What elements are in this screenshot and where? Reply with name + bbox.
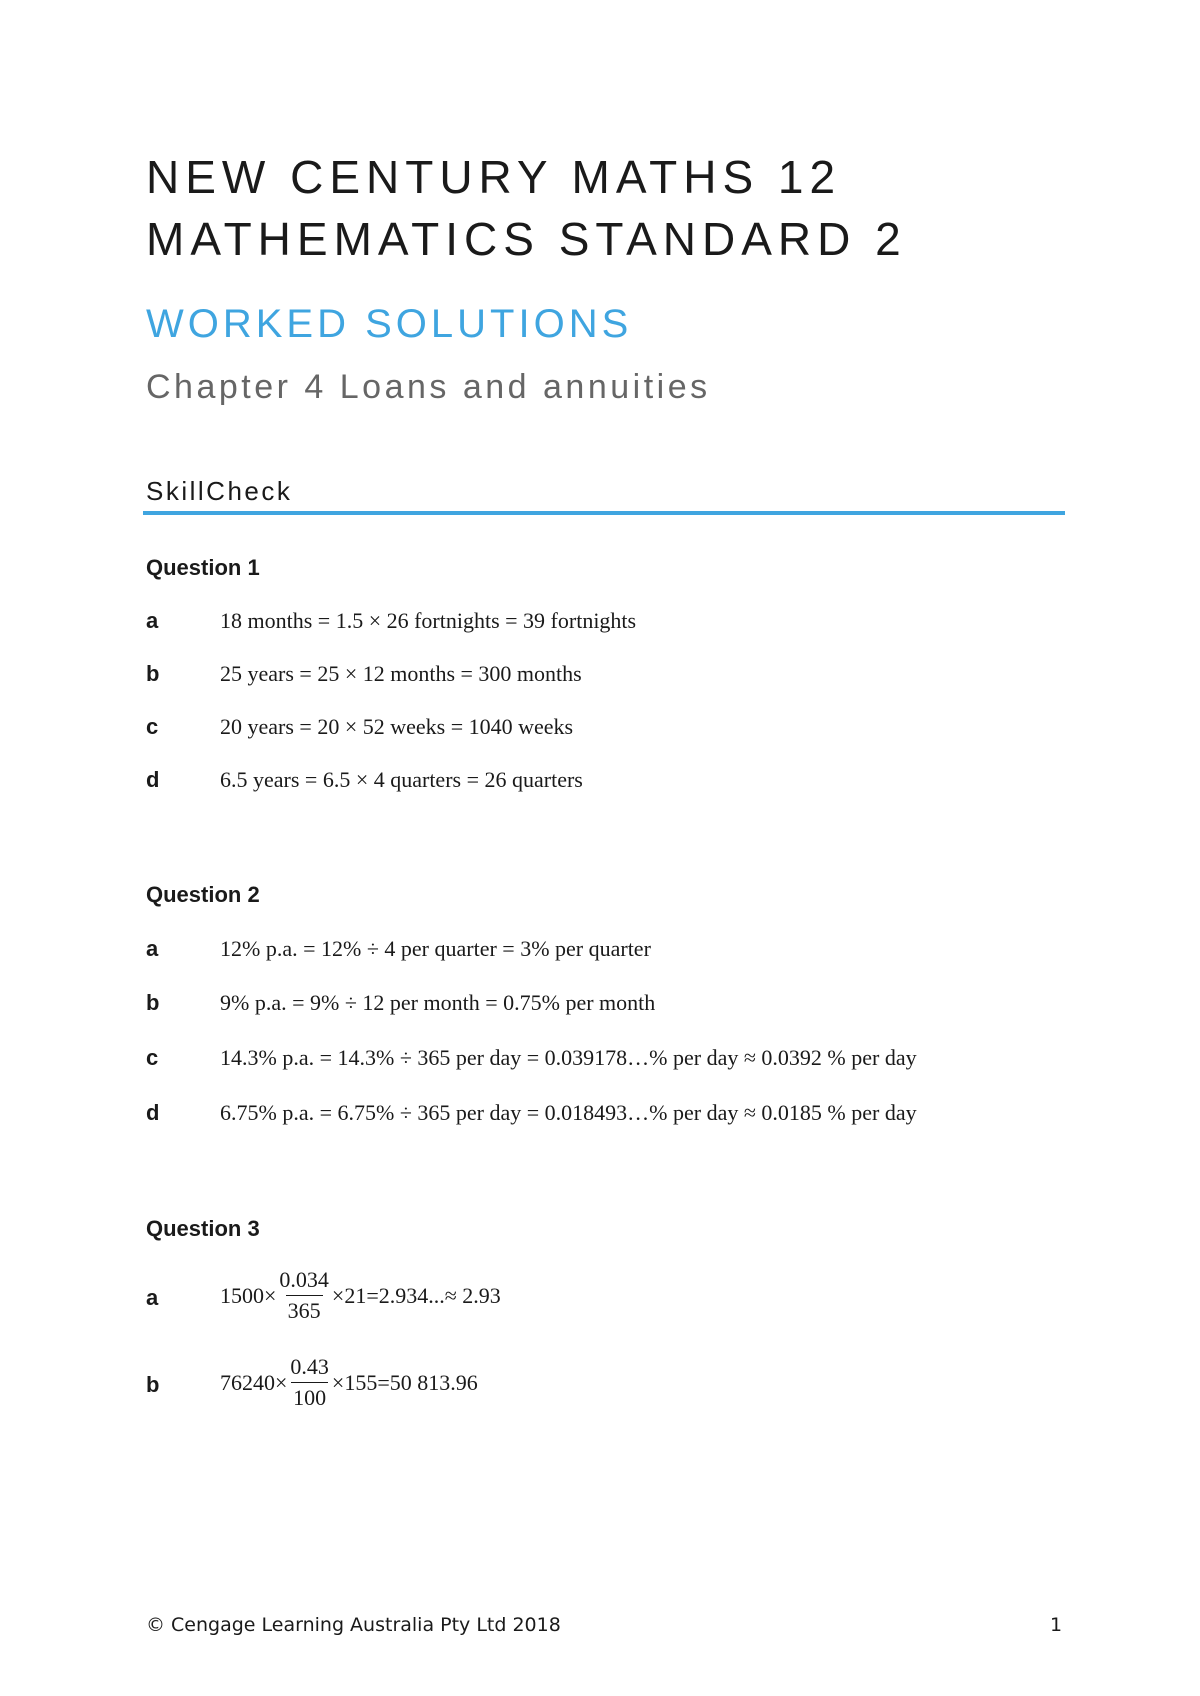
expression-before: 1500× <box>220 1282 277 1308</box>
page-number: 1 <box>1050 1614 1063 1636</box>
copyright-footer: © Cengage Learning Australia Pty Ltd 2018 <box>146 1614 561 1636</box>
expression-after: ×155=50 813.96 <box>331 1369 478 1395</box>
expression-after: ×21=2.934...≈ 2.93 <box>331 1282 501 1308</box>
question-3-heading: Question 3 <box>146 1216 260 1241</box>
part-solution: 9% p.a. = 9% ÷ 12 per month = 0.75% per month <box>220 990 656 1015</box>
part-label: a <box>146 608 159 633</box>
question-1-heading: Question 1 <box>146 555 260 580</box>
fraction-denominator: 365 <box>286 1295 323 1324</box>
fraction-numerator: 0.43 <box>290 1354 329 1379</box>
title-line-2: MATHEMATICS STANDARD 2 <box>146 213 907 265</box>
part-label: d <box>146 1100 160 1125</box>
question-2-heading: Question 2 <box>146 882 260 907</box>
part-label: c <box>146 1045 159 1070</box>
part-label: b <box>146 990 160 1015</box>
fraction <box>277 1267 331 1324</box>
part-label: a <box>146 936 159 961</box>
section-heading: SkillCheck <box>146 476 293 506</box>
part-solution: 14.3% p.a. = 14.3% ÷ 365 per day = 0.039178…% per day ≈ 0.0392 % per day <box>220 1045 917 1070</box>
fraction-denominator: 100 <box>291 1382 328 1411</box>
part-solution: 12% p.a. = 12% ÷ 4 per quarter = 3% per quarter <box>220 936 651 961</box>
fraction <box>288 1354 331 1411</box>
part-label: b <box>146 1372 160 1397</box>
part-label: d <box>146 767 160 792</box>
title-line-1: NEW CENTURY MATHS 12 <box>146 151 842 203</box>
part-solution: 18 months = 1.5 × 26 fortnights = 39 fortnights <box>220 608 637 633</box>
part-solution: 20 years = 20 × 52 weeks = 1040 weeks <box>220 714 574 739</box>
part-solution: 25 years = 25 × 12 months = 300 months <box>220 661 582 686</box>
subtitle: WORKED SOLUTIONS <box>146 302 633 346</box>
part-solution <box>220 1354 478 1411</box>
chapter-heading: Chapter 4 Loans and annuities <box>146 368 711 406</box>
fraction-numerator: 0.034 <box>279 1267 329 1292</box>
part-solution <box>220 1267 501 1324</box>
expression-before: 76240× <box>220 1369 288 1395</box>
part-label: a <box>146 1285 159 1310</box>
part-label: b <box>146 661 160 686</box>
part-label: c <box>146 714 159 739</box>
part-solution: 6.75% p.a. = 6.75% ÷ 365 per day = 0.018493…% per day ≈ 0.0185 % per day <box>220 1100 917 1125</box>
part-solution: 6.5 years = 6.5 × 4 quarters = 26 quarters <box>220 767 583 792</box>
section-divider <box>143 511 1065 515</box>
